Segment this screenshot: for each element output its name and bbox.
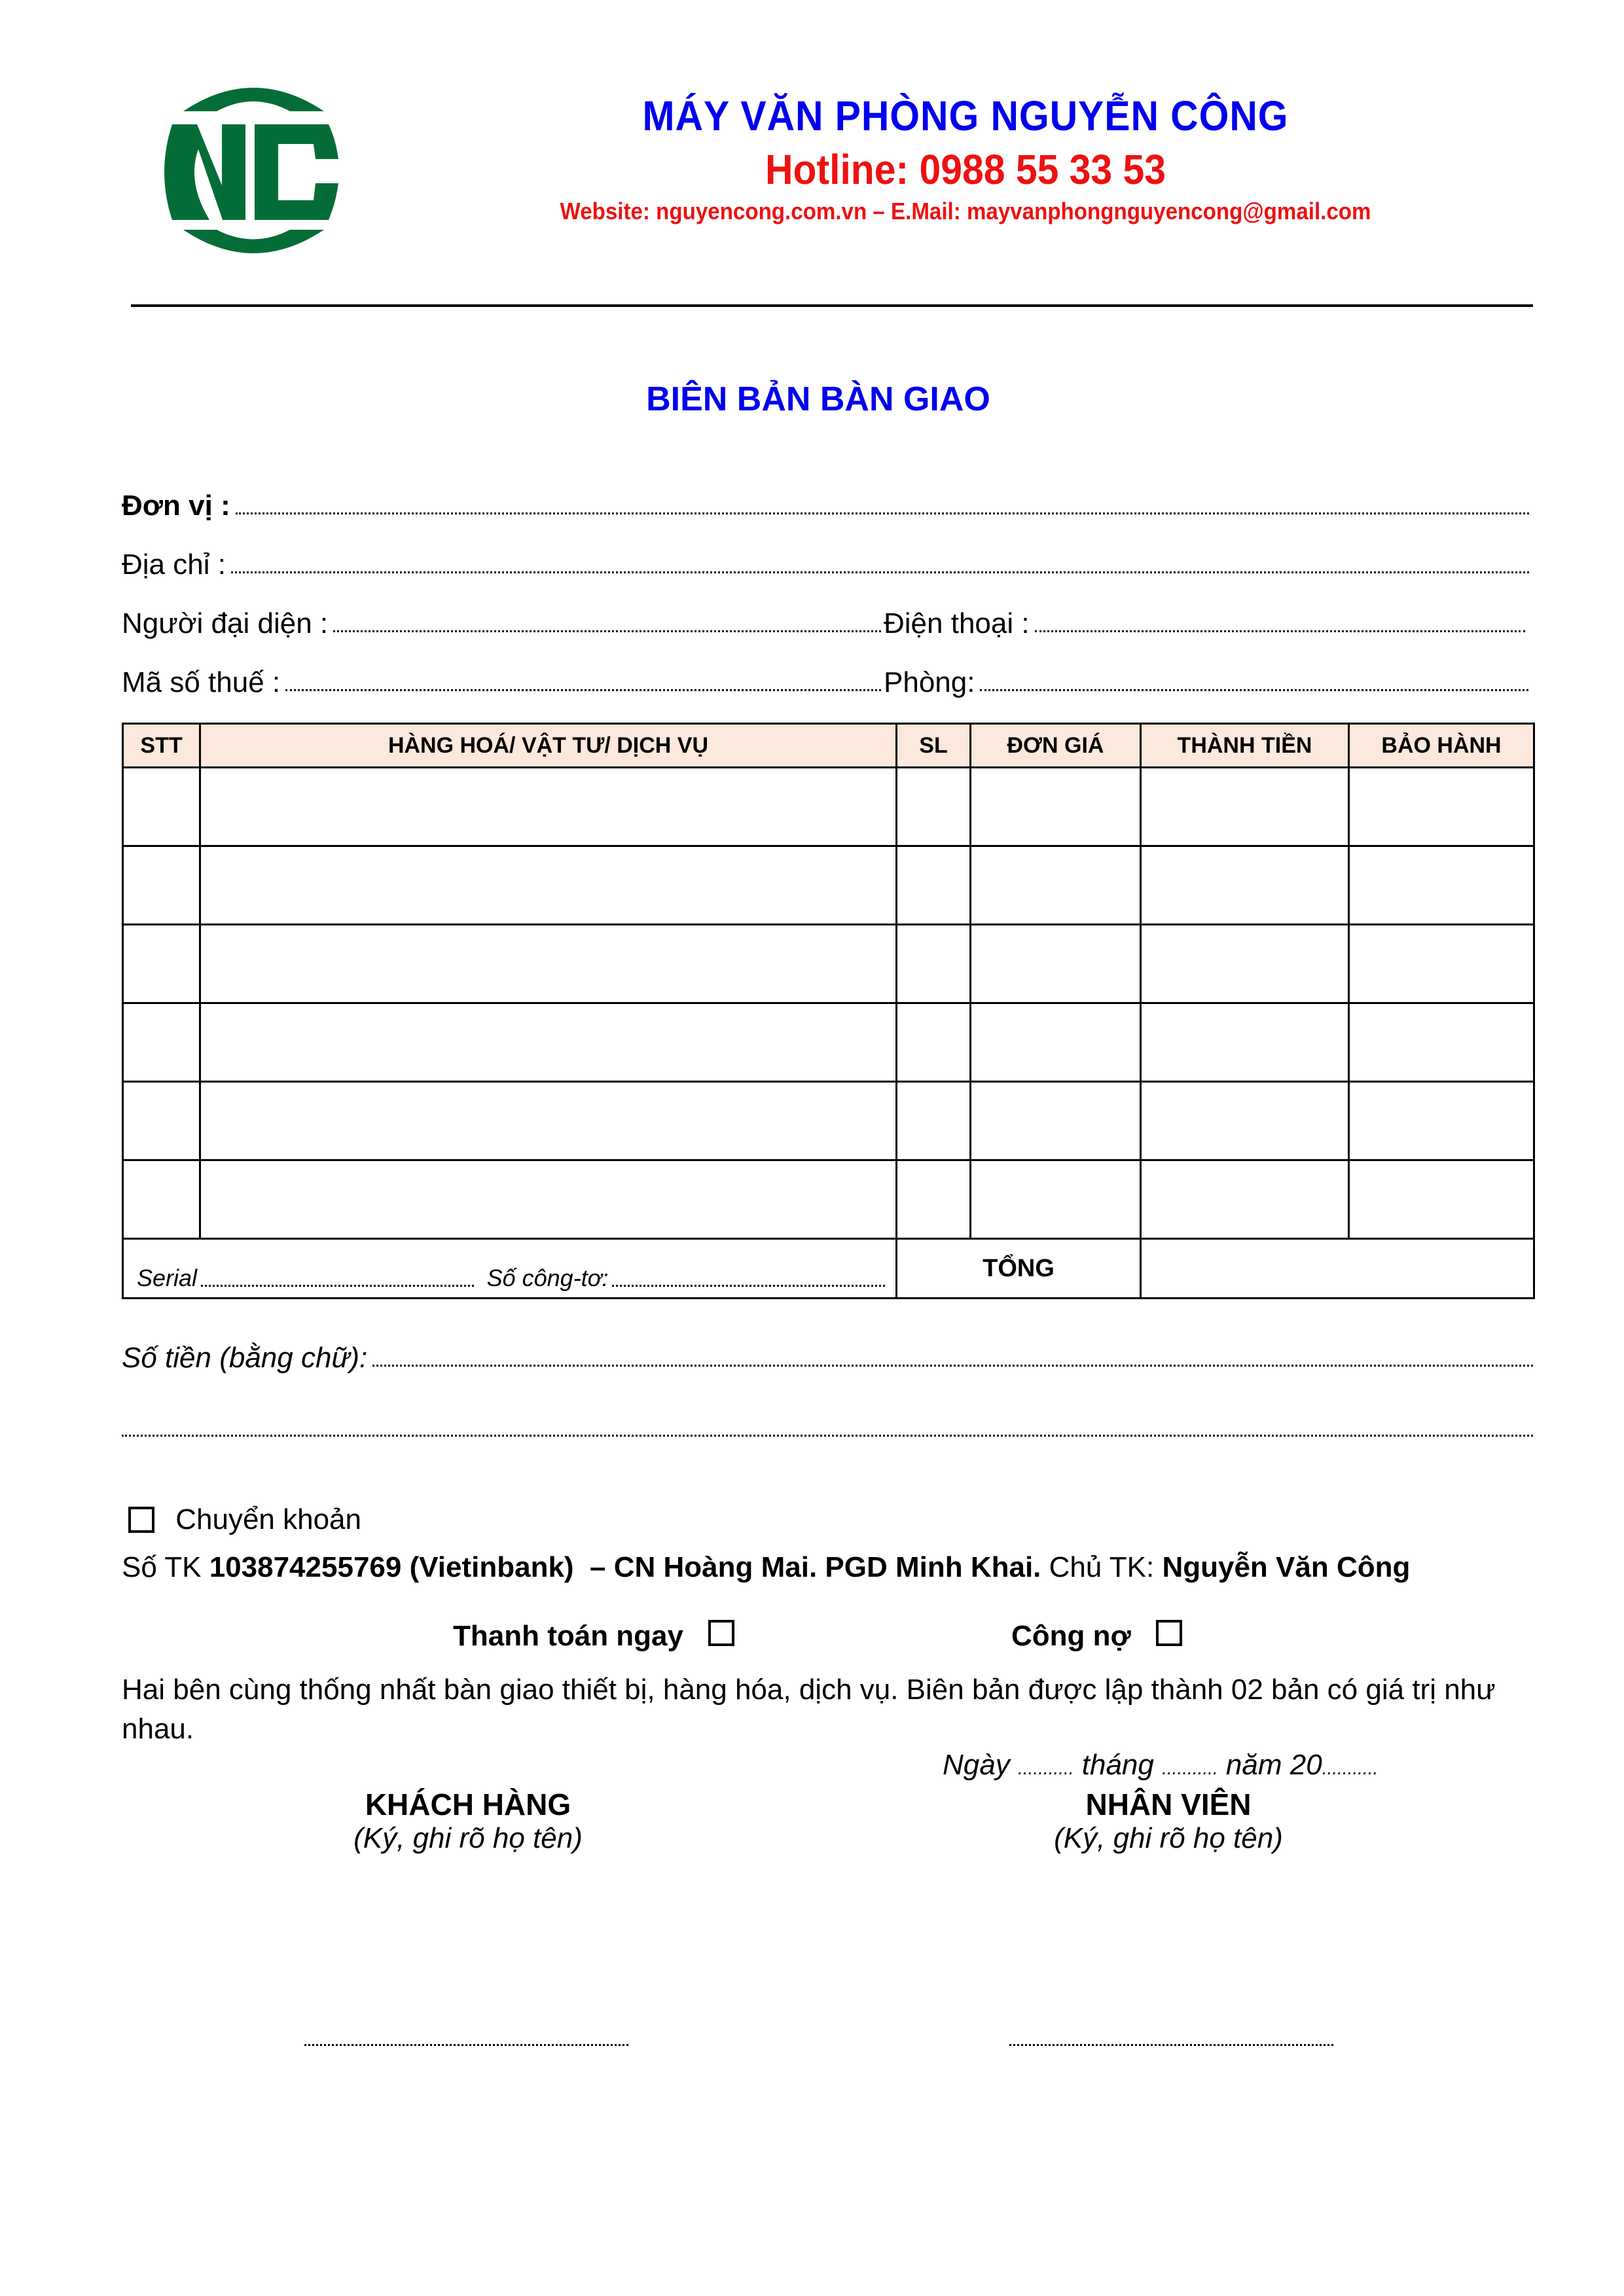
col-header-warranty: BẢO HÀNH [1349, 724, 1534, 768]
amount-continuation-line[interactable] [122, 1435, 1533, 1437]
day-fill[interactable]: ........... [1017, 1758, 1074, 1778]
pay-now-label: Thanh toán ngay [453, 1620, 683, 1652]
col-header-item: HÀNG HOÁ/ VẬT TƯ/ DỊCH VỤ [200, 724, 897, 768]
field-nguoi-dai-dien[interactable] [122, 601, 881, 640]
table-row [123, 768, 1534, 846]
debt-checkbox[interactable] [1156, 1620, 1182, 1646]
table-total-row [123, 1239, 1534, 1299]
col-header-stt: STT [123, 724, 200, 768]
meter-label: Số công-tơ: [486, 1265, 609, 1291]
serial-label: Serial [137, 1265, 198, 1291]
transfer-option[interactable] [128, 1502, 361, 1536]
header-divider [131, 304, 1533, 307]
field-label: Đơn vị : [122, 490, 230, 522]
cell-warranty[interactable] [1349, 925, 1534, 1003]
total-value-cell[interactable] [1141, 1239, 1534, 1299]
date-line [943, 1749, 1378, 1782]
cell-item[interactable] [200, 768, 897, 846]
fill-line[interactable] [372, 1365, 1533, 1367]
cell-stt[interactable] [123, 768, 200, 846]
cell-amount[interactable] [1141, 768, 1349, 846]
field-label: Số tiền (bằng chữ): [122, 1342, 368, 1374]
table-header-row [123, 724, 1534, 768]
agreement-text: Hai bên cùng thống nhất bàn giao thiết bị, hàng hóa, dịch vụ. Biên bản được lập thành 02 bản có giá trị như nhau. [122, 1674, 1496, 1745]
cell-amount[interactable] [1141, 925, 1349, 1003]
customer-signature-block [268, 1787, 668, 1855]
cell-item[interactable] [200, 846, 897, 925]
transfer-checkbox[interactable] [128, 1507, 154, 1533]
account-number: 103874255769 (Vietinbank) [209, 1551, 574, 1583]
staff-signature-block [969, 1787, 1368, 1855]
col-header-unit-price: ĐƠN GIÁ [971, 724, 1141, 768]
bank-branch: – CN Hoàng Mai. PGD Minh Khai. [573, 1551, 1041, 1583]
transfer-label: Chuyển khoản [175, 1503, 361, 1536]
cell-warranty[interactable] [1349, 1160, 1534, 1239]
cell-item[interactable] [200, 925, 897, 1003]
staff-instruction: (Ký, ghi rõ họ tên) [1054, 1822, 1283, 1854]
field-label: Người đại diện : [122, 607, 329, 639]
pay-now-checkbox[interactable] [708, 1620, 734, 1646]
customer-title: KHÁCH HÀNG [365, 1787, 571, 1821]
cell-amount[interactable] [1141, 846, 1349, 925]
cell-unit-price[interactable] [971, 768, 1141, 846]
field-label: Phòng: [884, 666, 975, 698]
fill-line[interactable] [980, 689, 1528, 691]
debt-label: Công nợ [1011, 1620, 1131, 1652]
field-dien-thoai[interactable] [884, 601, 1525, 640]
table-row [123, 925, 1534, 1003]
meter-fill-line[interactable] [612, 1285, 885, 1287]
owner-prefix: Chủ TK: [1041, 1551, 1163, 1583]
serial-meter-cell [123, 1239, 897, 1299]
year-fill[interactable]: ........... [1322, 1758, 1379, 1778]
cell-warranty[interactable] [1349, 846, 1534, 925]
cell-amount[interactable] [1141, 1003, 1349, 1082]
cell-item[interactable] [200, 1003, 897, 1082]
staff-title: NHÂN VIÊN [1085, 1787, 1252, 1821]
total-label: TỔNG [897, 1239, 1141, 1299]
fill-line[interactable] [236, 512, 1529, 514]
cell-stt[interactable] [123, 846, 200, 925]
table-row [123, 1160, 1534, 1239]
table-row [123, 1082, 1534, 1160]
cell-stt[interactable] [123, 1160, 200, 1239]
customer-signature-line[interactable] [304, 2044, 628, 2046]
table-row [123, 1003, 1534, 1082]
cell-warranty[interactable] [1349, 1003, 1534, 1082]
account-prefix: Số TK [122, 1551, 209, 1583]
staff-signature-line[interactable] [1009, 2044, 1333, 2046]
document-title: BIÊN BẢN BÀN GIAO [646, 380, 990, 418]
cell-amount[interactable] [1141, 1160, 1349, 1239]
company-name: MÁY VĂN PHÒNG NGUYỄN CÔNG [642, 92, 1289, 139]
fill-line[interactable] [285, 689, 881, 691]
cell-stt[interactable] [123, 925, 200, 1003]
day-label: Ngày [943, 1749, 1010, 1781]
account-owner: Nguyễn Văn Công [1162, 1551, 1411, 1583]
fill-line[interactable] [231, 571, 1529, 573]
month-label: tháng [1081, 1749, 1154, 1781]
cell-item[interactable] [200, 1082, 897, 1160]
col-header-amount: THÀNH TIỀN [1141, 724, 1349, 768]
field-label: Mã số thuế : [122, 666, 281, 698]
cell-unit-price[interactable] [971, 1082, 1141, 1160]
cell-stt[interactable] [123, 1003, 200, 1082]
field-label: Điện thoại : [884, 607, 1030, 639]
field-amount-in-words[interactable] [122, 1335, 1533, 1374]
cell-qty[interactable] [897, 1160, 971, 1239]
cell-unit-price[interactable] [971, 1160, 1141, 1239]
company-logo [160, 77, 347, 264]
serial-fill-line[interactable] [201, 1285, 474, 1287]
year-label: năm 20 [1225, 1749, 1322, 1781]
debt-option[interactable] [1011, 1620, 1182, 1653]
customer-instruction: (Ký, ghi rõ họ tên) [353, 1822, 583, 1854]
cell-warranty[interactable] [1349, 768, 1534, 846]
fill-line[interactable] [333, 630, 881, 632]
cell-qty[interactable] [897, 1003, 971, 1082]
cell-qty[interactable] [897, 768, 971, 846]
cell-warranty[interactable] [1349, 1082, 1534, 1160]
cell-qty[interactable] [897, 846, 971, 925]
pay-now-option[interactable] [453, 1620, 734, 1653]
cell-unit-price[interactable] [971, 925, 1141, 1003]
cell-stt[interactable] [123, 1082, 200, 1160]
field-phong[interactable] [884, 660, 1528, 699]
cell-item[interactable] [200, 1160, 897, 1239]
cell-unit-price[interactable] [971, 1003, 1141, 1082]
items-table [122, 723, 1535, 1299]
table-row [123, 846, 1534, 925]
field-ma-so-thue[interactable] [122, 660, 881, 699]
cell-qty[interactable] [897, 925, 971, 1003]
bank-account-line [122, 1551, 1410, 1584]
field-label: Địa chỉ : [122, 548, 226, 581]
field-don-vi[interactable] [122, 483, 1529, 522]
month-fill[interactable]: ........... [1162, 1758, 1218, 1778]
cell-amount[interactable] [1141, 1082, 1349, 1160]
field-dia-chi[interactable] [122, 542, 1529, 581]
col-header-qty: SL [897, 724, 971, 768]
contact-info: Website: nguyencong.com.vn – E.Mail: mayvanphongnguyencong@gmail.com [560, 198, 1371, 224]
nc-logo-icon [160, 77, 347, 264]
fill-line[interactable] [1035, 630, 1525, 632]
cell-unit-price[interactable] [971, 846, 1141, 925]
hotline: Hotline: 0988 55 33 53 [765, 146, 1166, 193]
cell-qty[interactable] [897, 1082, 971, 1160]
